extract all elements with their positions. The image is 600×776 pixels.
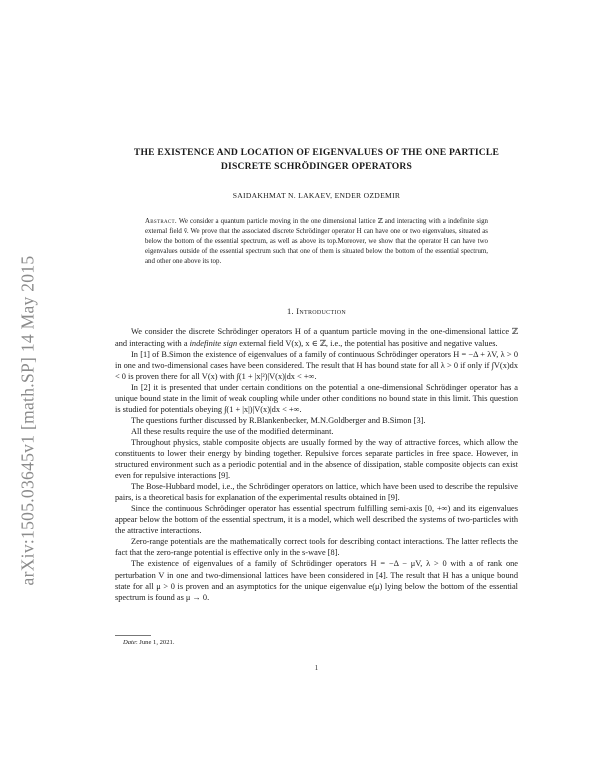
title-line-2: DISCRETE SCHRÖDINGER OPERATORS (220, 161, 413, 172)
arxiv-identifier-text: arXiv:1505.03645v1 [math.SP] 14 May 2015 (17, 255, 38, 585)
introduction-body (115, 326, 518, 602)
paragraph-10: The existence of eigenvalues of a family of Schrödinger operators H = −Δ − μV, λ > 0 with a of rank one perturbation V in one and two-dimensional lattices have been considered in [4]. The result that H has a unique bound state for all μ > 0 is proven and an asymptotics for the unique eigenvalue e(μ) lying below the bottom of the essential spectrum is found as μ → 0. (115, 559, 518, 602)
paragraph-9: Zero-range potentials are the mathematically correct tools for describing contact interactions. The latter reflects the fact that the zero-range potential is effective only in the s-wave [8]. (115, 537, 518, 558)
paragraph-8: Since the continuous Schrödinger operator has essential spectrum fulfilling semi-axis [0, +∞) and its eigenvalues appear below the bottom of the essential spectrum, it is a model, which well described the systems of two-particles with the attractive interactions. (115, 504, 518, 536)
paragraph-1-italic: indefinite sign (189, 338, 238, 348)
footnote-date (123, 639, 174, 646)
paragraph-1-part-b: external field V(x), x ∈ ℤ, i.e., the potential has positive and negative values. (237, 338, 498, 348)
abstract (145, 217, 488, 267)
page-number: 1 (314, 665, 319, 672)
paragraph-1 (115, 326, 518, 348)
paragraph-1-part-a: We consider the discrete Schrödinger operators H of a quantum particle moving in the one-dimensional lattice ℤ and interacting with a (115, 327, 518, 348)
title-line-1: THE EXISTENCE AND LOCATION OF EIGENVALUES OF THE ONE PARTICLE (133, 147, 500, 158)
arxiv-identifier-stamp (10, 170, 46, 670)
footnote-label: Date (123, 639, 136, 646)
paragraph-7: The Bose-Hubbard model, i.e., the Schrödinger operators on lattice, which have been used to describe the repulsive pairs, is a theoretical basis for explanation of the experimental results obtained in [9]. (115, 482, 518, 503)
paper-page (115, 146, 518, 672)
abstract-label: Abstract. (145, 218, 177, 225)
paragraph-4: The questions further discussed by R.Blankenbecker, M.N.Goldberger and B.Simon [3]. (131, 415, 426, 425)
abstract-text: We consider a quantum particle moving in the one dimensional lattice ℤ and interacting with a indefinite sign external field v̂. We prove that the associated discrete Schrödinger operator H can have one or two eigenvalues, situated as below the bottom of the essential spectrum, as well as above its top.Moreover, we show that the operator H can have two eigenvalues outside of the essential spectrum such that one of them is situated below the bottom of the essential spectrum, and other one above its top. (145, 218, 488, 266)
authors: SAIDAKHMAT N. LAKAEV, ENDER OZDEMIR (232, 191, 401, 200)
paragraph-3: In [2] it is presented that under certain conditions on the potential a one-dimensional Schrödinger operator has a unique bound state in the limit of weak coupling while under other conditions no bound state in this limit. This question is studied for potentials obeying ∫(1 + |x|)|V(x)|dx < +∞. (115, 382, 518, 414)
paragraph-6: Throughout physics, stable composite objects are usually formed by the way of attractive forces, which allow the constituents to lower their energy by binding together. Repulsive forces separate particles in free space. However, in structured environment such as a periodic potential and in the absence of dissipation, stable composite objects can exist even for repulsive interactions [9]. (115, 437, 518, 481)
paragraph-2: In [1] of B.Simon the existence of eigenvalues of a family of continuous Schrödinger operators H = −Δ + λV, λ > 0 in one and two-dimensional cases have been considered. The result that H has bound state for all λ > 0 if only if ∫V(x)dx < 0 is proven there for all V(x) with ∫(1 + |x|²)|V(x)|dx < +∞. (115, 349, 518, 381)
paragraph-5: All these results require the use of the modified determinant. (131, 426, 334, 436)
footnote-divider (115, 635, 151, 636)
footnote-value: : June 1, 2021. (135, 639, 175, 646)
paper-title (115, 146, 518, 174)
section-heading-introduction: 1. Introduction (287, 307, 346, 317)
